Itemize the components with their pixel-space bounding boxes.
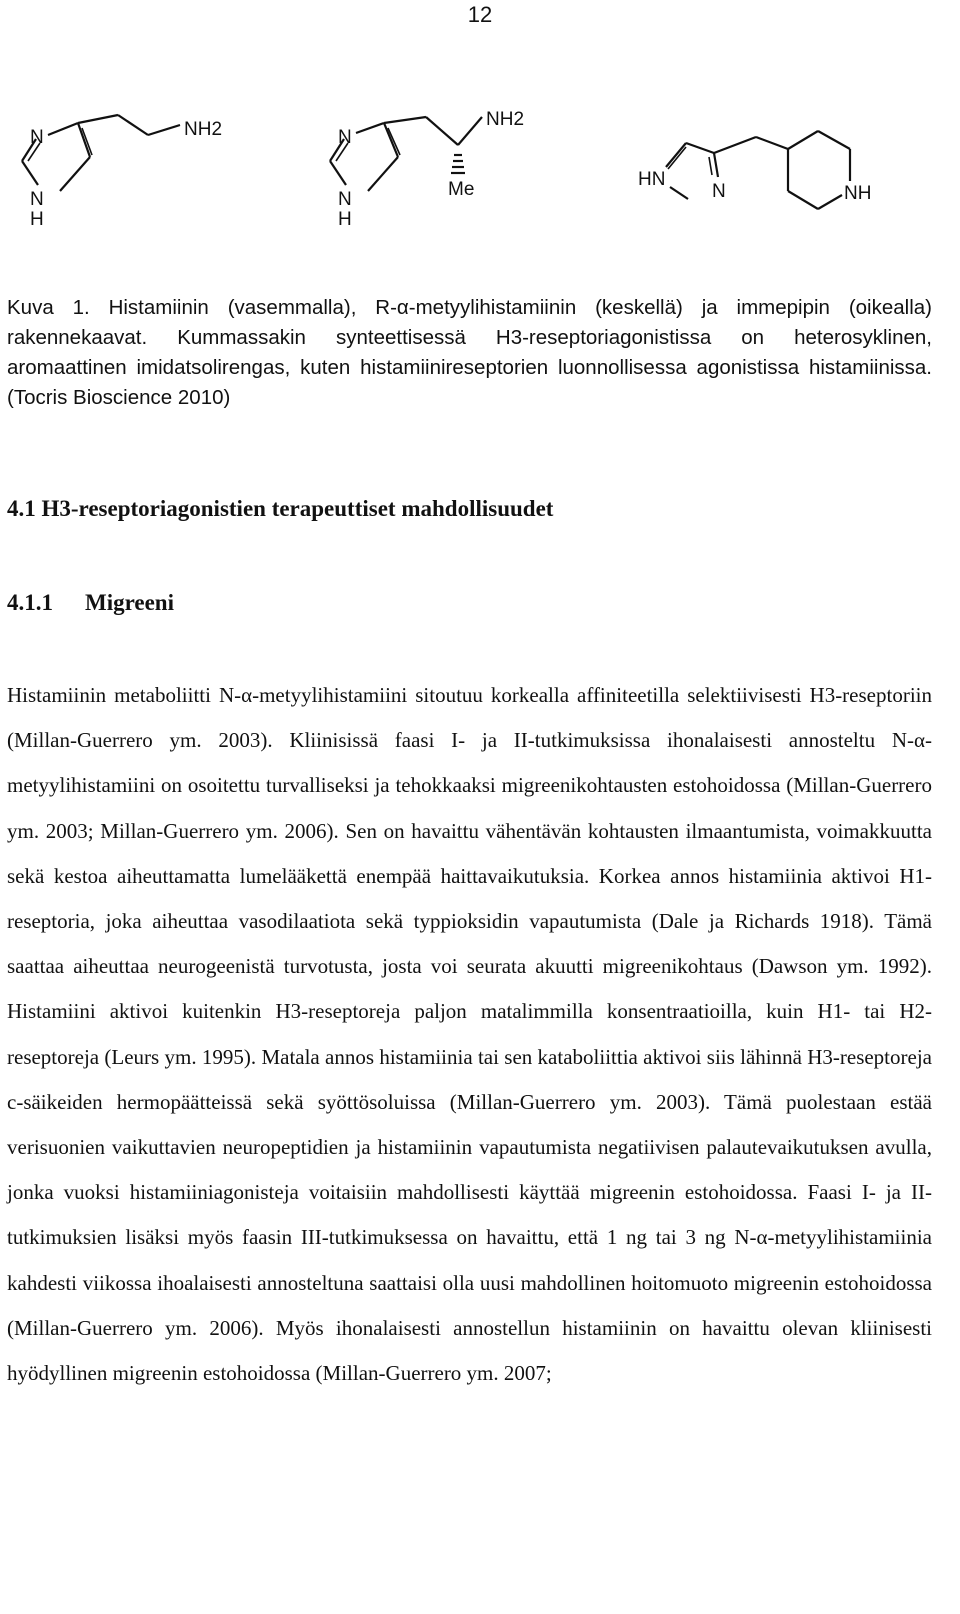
methylhistamine-n-bottom: N bbox=[338, 189, 352, 210]
subsection-number: 4.1.1 bbox=[7, 590, 53, 615]
histamine-nh2: NH2 bbox=[184, 119, 223, 140]
r-alpha-methylhistamine-structure bbox=[318, 95, 558, 235]
histamine-structure bbox=[8, 95, 248, 235]
methylhistamine-h-bottom: H bbox=[338, 209, 352, 230]
histamine-n-top: N bbox=[30, 127, 44, 148]
figure-structures bbox=[0, 95, 960, 245]
histamine-n-bottom: N bbox=[30, 189, 44, 210]
subsection-heading bbox=[7, 590, 174, 616]
subsection-title: Migreeni bbox=[85, 590, 174, 615]
body-paragraph: Histamiinin metaboliitti N-α-metyylihistamiini sitoutuu korkealla affiniteetilla selektiivisesti H3-reseptoriin (Millan-Guerrero ym. 2003). Kliinisissä faasi I- ja II-tutkimuksissa ihonalaisesti annosteltu N-α-metyylihistamiini on osoitettu turvalliseksi ja tehokkaaksi migreenikohtausten estohoidossa (Millan-Guerrero ym. 2003; Millan-Guerrero ym. 2006). Sen on havaittu vähentävän kohtausten ilmaantumista, voimakkuutta sekä kestoa aiheuttamatta lumelääkettä enempää haittavaikutuksia. Korkea annos histamiinia aktivoi H1-reseptoria, joka aiheuttaa vasodilaatiota sekä typpioksidin vapautumista (Dale ja Richards 1918). Tämä saattaa aiheuttaa neurogeenistä turvotusta, josta voi seurata akuutti migreenikohtaus (Dawson ym. 1992). Histamiini aktivoi kuitenkin H3-reseptoreja paljon matalimmilla konsentraatioilla, kuin H1- tai H2-reseptoreja (Leurs ym. 1995). Matala annos histamiinia tai sen kataboliittia aktivoi siis lähinnä H3-reseptoreja c-säikeiden hermopäätteissä sekä syöttösoluissa (Millan-Guerrero ym. 2003). Tämä puolestaan estää verisuonien vaikuttavien neuropeptidien ja histamiinin vapautumista negatiivisen palautevaikutuksen avulla, jonka vuoksi histamiiniagonisteja voitaisiin mahdollisesti käyttää migreenin estohoidossa. Faasi I- ja II- tutkimuksien lisäksi myös faasin III-tutkimuksessa on havaittu, että 1 ng tai 3 ng N-α-metyylihistamiinia kahdesti viikossa ihoalaisesti annosteltuna saattaisi olla uusi mahdollinen hoitomuoto migreenin estohoidossa (Millan-Guerrero ym. 2006). Myös ihonalaisesti annostellun histamiinin on havaittu olevan kliinisesti hyödyllinen migreenin estohoidossa (Millan-Guerrero ym. 2007; bbox=[7, 683, 932, 1386]
methylhistamine-me: Me bbox=[448, 179, 475, 200]
page-number: 12 bbox=[467, 2, 493, 27]
immepip-structure bbox=[638, 95, 898, 235]
methylhistamine-nh2: NH2 bbox=[486, 109, 525, 130]
methylhistamine-n-top: N bbox=[338, 127, 352, 148]
figure-caption: Kuva 1. Histamiinin (vasemmalla), R-α-metyylihistamiinin (keskellä) ja immepipin (oikealla) rakennekaavat. Kummassakin synteettisessä H3-reseptoriagonistissa on heterosyklinen, aromaattinen imidatsolirengas, kuten histamiinireseptorien luonnollisessa agonistissa histamiinissa. (Tocris Bioscience 2010) bbox=[7, 296, 932, 409]
immepip-n: N bbox=[712, 181, 726, 202]
immepip-nh: NH bbox=[844, 183, 872, 204]
section-heading: 4.1 H3-reseptoriagonistien terapeuttiset mahdollisuudet bbox=[7, 496, 554, 521]
immepip-hn: HN bbox=[638, 169, 666, 190]
histamine-h-bottom: H bbox=[30, 209, 44, 230]
